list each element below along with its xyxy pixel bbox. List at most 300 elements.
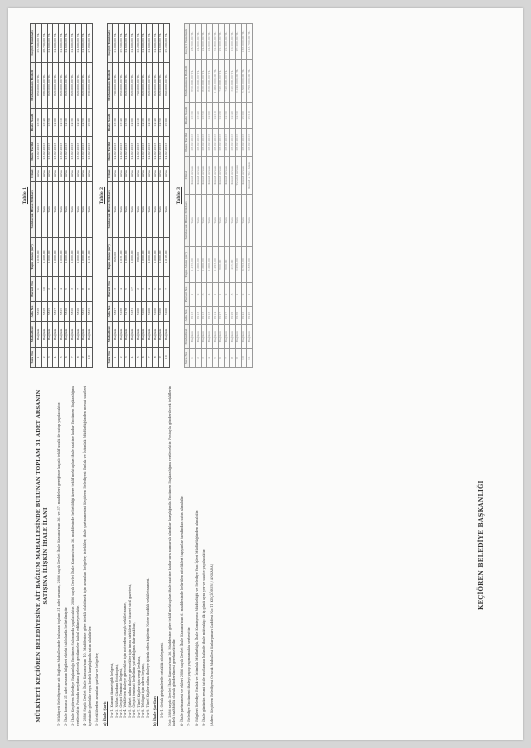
table-cell: 13:40 (119, 108, 125, 136)
table-cell: 24.600,00 TL (141, 24, 147, 63)
table-cell: 820.000,00 TL (81, 62, 87, 108)
table-cell: 5200 (141, 302, 147, 322)
table-cell: 7 (147, 347, 153, 367)
table-cell: 13:30 (36, 108, 42, 136)
table-cell: 820.000,00 TL (158, 62, 164, 108)
table-cell: 23.02.2023 (76, 136, 82, 166)
table-cell: Tam (119, 181, 125, 237)
table-cell: 6 (141, 347, 147, 367)
table-cell: 5200 (158, 302, 164, 322)
table-cell: 3 (113, 276, 119, 301)
table-cell: 165.000,00 TL (241, 24, 247, 60)
table-cell: 7 (76, 276, 82, 301)
table-cell: 3 (124, 347, 130, 367)
table-cell: 415,00 (230, 247, 236, 283)
table-cell: 5815 (47, 302, 53, 322)
table-cell: 28.02.2023 (201, 129, 207, 157)
table-cell: 850.000,00 TL (119, 62, 125, 108)
table-cell: Arsa (119, 166, 125, 181)
table-cell: 13:50 (47, 108, 53, 136)
table-cell: Tam (76, 181, 82, 237)
table-cell: Arsa (36, 166, 42, 181)
column-header: İhale Saati (30, 108, 36, 136)
table-cell: 24.600,00 TL (147, 24, 153, 63)
table-cell: 4.790.000,00 TL (247, 60, 253, 103)
table-cell: Arsa (53, 166, 59, 181)
table-cell: Arsa (124, 166, 130, 181)
column-header: Parsel No (30, 276, 36, 301)
table-cell: 1.000,00 (158, 238, 164, 277)
column-header: Geçici Teminatı (184, 24, 190, 60)
table-cell: Bağlum (130, 321, 136, 347)
section-a-list (110, 386, 150, 718)
paragraph-9: 9- İhale gününün resmi tatile rastlaması halinde ihale müteakip ilk iş günü aynı yer ve saatte yapılacaktır. (202, 548, 207, 726)
table-cell: 5815 (59, 302, 65, 322)
table-cell: 15:00 (164, 108, 170, 136)
table-cell: 2 (196, 283, 202, 307)
table-cell: 1.000,00 (81, 238, 87, 277)
table-cell: 3 (70, 276, 76, 301)
table-cell: Bağlum (235, 325, 241, 349)
table-cell: 1.000,00 (141, 238, 147, 277)
table-cell: 9 (158, 347, 164, 367)
table-cell: 17 (130, 276, 136, 301)
list-item: 5-b-1. Ortak girişimlerde ortaklık sözleşmesi. (160, 642, 165, 718)
table-cell: 820.000,00 TL (59, 62, 65, 108)
table-cell: 13:30 (190, 103, 196, 129)
table-cell: 820.000,00 TL (147, 62, 153, 108)
table-cell: 10.200,00 TL (230, 24, 236, 60)
table-cell: 5178 (124, 302, 130, 322)
table-cell: Tam (42, 181, 48, 237)
table-cell: 1.019,00 (164, 238, 170, 277)
table-cell: 23.02.2023 (36, 136, 42, 166)
address-line: (Adres: Keçiören Belediyesi Ovacık Mahallesi Kızlarpınarı Caddesi No:11 KEÇİÖREN / ANKARA) (209, 564, 214, 726)
table-cell: 24.600,00 TL (158, 24, 164, 63)
table-cell: 7 (70, 347, 76, 367)
table-cell: Tam (124, 181, 130, 237)
table-cell: 24.600,00 TL (153, 24, 159, 63)
list-item: 5-a-8. Tebligat için adres beyanı, (141, 663, 146, 718)
column-header: İhale Tarihi (107, 136, 113, 166)
table-cell: 2 (241, 283, 247, 307)
table-cell: 2 (196, 348, 202, 367)
table-cell: 1 (190, 348, 196, 367)
section-a-heading: a) İhale Şartı (102, 701, 107, 726)
table-cell: 24.600,00 TL (64, 24, 70, 63)
table-cell: 3.950,00 (235, 247, 241, 283)
table-cell: 740.000,00 TL (136, 62, 142, 108)
table-cell: 28.500,00 TL (190, 24, 196, 60)
table-row (164, 24, 170, 368)
column-header: Parsel No (184, 283, 190, 307)
table-cell: 5 (64, 276, 70, 301)
table-cell: 820.000,00 TL (196, 60, 202, 103)
table-cell: 5181 (130, 302, 136, 322)
table-cell: 14:10 (59, 108, 65, 136)
table-cell: Bağlum (158, 321, 164, 347)
table-cell: Konut Arsası (190, 156, 196, 194)
table-cell: 28.02.2023 (213, 129, 219, 157)
table-cell: 14:10 (136, 108, 142, 136)
table-cell: 1 (213, 283, 219, 307)
table-cell: Tam (218, 194, 224, 247)
table-cell: 820.000,00 TL (130, 62, 136, 108)
table-cell: 9 (81, 347, 87, 367)
table-caption: Tablo 1 (22, 186, 27, 205)
table-cell: 28.02.2023 (224, 129, 230, 157)
table-cell: 820.000,00 TL (76, 62, 82, 108)
notice-text-column (36, 386, 217, 726)
table-cell: Tam (53, 181, 59, 237)
table-cell: Konut Arsası (218, 156, 224, 194)
table-cell: 1.000,00 (130, 238, 136, 277)
table-cell: 820.000,00 TL (153, 62, 159, 108)
table-cell: Bağlum (87, 321, 93, 347)
table-cell: Arsa (158, 166, 164, 181)
table-cell: Konut + Tic. Alanı (247, 156, 253, 194)
table-cell: Bağlum (224, 325, 230, 349)
table-cell: 740.000,00 TL (218, 60, 224, 103)
table-cell: 1 (190, 283, 196, 307)
column-header: Ada No (30, 302, 36, 322)
table-cell: 1.000,00 (47, 238, 53, 277)
table-cell: 820.000,00 TL (201, 60, 207, 103)
table-cell: 13:30 (113, 108, 119, 136)
table-cell: 97.200,00 TL (235, 24, 241, 60)
table-cell: 5819 (36, 302, 42, 322)
table-cell: 28.02.2023 (247, 129, 253, 157)
table-cell: 15:10 (247, 103, 253, 129)
table-cell: 14:50 (81, 108, 87, 136)
table-cell: Tam (47, 181, 53, 237)
table-cell: Arsa (164, 166, 170, 181)
table-cell: Bağlum (153, 321, 159, 347)
table-cell: 23.02.2023 (42, 136, 48, 166)
column-header: İhale Tarihi (184, 129, 190, 157)
table-cell: 24.02.2023 (153, 136, 159, 166)
table-cell: 3 (47, 347, 53, 367)
table-cell: 900,00 (136, 238, 142, 277)
table-cell: 1 (113, 347, 119, 367)
table-cell: Bağlum (119, 321, 125, 347)
table-cell: 27.900,00 TL (87, 24, 93, 63)
table-cell: 9129 (230, 306, 236, 324)
table-cell: 24.02.2023 (141, 136, 147, 166)
table-cell: 24.600,00 TL (207, 24, 213, 60)
table-cell: 24.02.2023 (147, 136, 153, 166)
table-cell: 9142 (241, 306, 247, 324)
table-cell: 990.000,00 TL (42, 62, 48, 108)
table-cell: 5 (230, 283, 236, 307)
table-cell: 1.000,00 (70, 238, 76, 277)
table-cell: Tam (235, 194, 241, 247)
table-cell: 2 (119, 347, 125, 367)
table-cell: Bağlum (147, 321, 153, 347)
column-header: Satılacak Hisse Miktarı (184, 194, 190, 247)
table-cell: 24.600,00 TL (196, 24, 202, 60)
column-header: Tapu Alanı (m²) (30, 238, 36, 277)
table-cell: Arsa (81, 166, 87, 181)
table-cell: 15:00 (241, 103, 247, 129)
table-cell: 1.293,00 (213, 247, 219, 283)
property-table (184, 23, 253, 368)
table-cell: Bağlum (207, 325, 213, 349)
table-cell: 5816 (64, 302, 70, 322)
table-cell: 29.700,00 TL (42, 24, 48, 63)
table-cell: 820.000,00 TL (124, 62, 130, 108)
table-cell: 5200 (153, 302, 159, 322)
paragraph-8: 8- Bilgileri Belediye Emlak ve İstimlak Müdürlüğü, İhale Komisyonu Müdürlüğü ve Belediye Yazı İşleri Müdürlüğünden alınabilir. (194, 510, 199, 726)
table-cell: 11 (247, 348, 253, 367)
table-cell: 5817 (53, 302, 59, 322)
column-header: Mahallesi (30, 321, 36, 347)
table-cell: Tam (213, 194, 219, 247)
table-cell: 24.600,00 TL (53, 24, 59, 63)
column-header: Tapu Alanı (m²) (184, 247, 190, 283)
table-cell: 24.600,00 TL (70, 24, 76, 63)
table-cell: 14:20 (218, 103, 224, 129)
table-cell: 10 (42, 276, 48, 301)
table-cell: 21.000,00 TL (113, 24, 119, 63)
table-cell: 13:40 (42, 108, 48, 136)
table-cell: 1.000,00 (124, 238, 130, 277)
table-cell: Bağlum (47, 321, 53, 347)
column-header: Tapu Alanı (m²) (107, 238, 113, 277)
table-cell: 14:50 (158, 108, 164, 136)
column-header: Muhammen Bedeli (107, 62, 113, 108)
table-cell: 9113 (196, 306, 202, 324)
column-header: Sıra No (107, 347, 113, 367)
table-cell: 1 (235, 283, 241, 307)
table-cell: Bağlum (164, 321, 170, 347)
table-cell: 3 (53, 276, 59, 301)
column-header: Ada No (184, 306, 190, 324)
signature-block: KEÇİÖREN BELEDİYE BAŞKANLIĞI (478, 480, 485, 610)
table-cell: 950.000,00 TL (190, 60, 196, 103)
table-cell: 28.02.2023 (218, 129, 224, 157)
table-cell: 14:00 (207, 103, 213, 129)
table-cell: 1.000,00 (153, 238, 159, 277)
table-cell: 14:20 (64, 108, 70, 136)
table-cell: 820.000,00 TL (70, 62, 76, 108)
list-item: 5-a-1. Kanuni ikametgâh belgesi, (110, 662, 115, 718)
table-cell: Tam (81, 181, 87, 237)
table-cell: Bağlum (136, 321, 142, 347)
table-cell: 24.600,00 TL (201, 24, 207, 60)
table-cell: Tam (64, 181, 70, 237)
table-cell: Konut Arsası (224, 156, 230, 194)
table-cell: 820.000,00 TL (53, 62, 59, 108)
table-cell: 23.02.2023 (70, 136, 76, 166)
table-cell: 6 (218, 348, 224, 367)
table-cell: Bağlum (70, 321, 76, 347)
paragraph-7: 7- Belediye Encümeni ihaleyi yapıp yapmamakta serbesttir. (187, 626, 192, 726)
table-cell: 24.02.2023 (124, 136, 130, 166)
column-header: Satılacak Hisse Miktarı (107, 181, 113, 237)
table-cell: 6 (158, 276, 164, 301)
column-header: Cinsi (107, 166, 113, 181)
table-cell: 14:00 (53, 108, 59, 136)
table-cell: 24.02.2023 (158, 136, 164, 166)
table-cell: 9145 (247, 306, 253, 324)
table-cell: 1.000,00 (201, 247, 207, 283)
table-cell: 5200 (164, 302, 170, 322)
table-cell: 1 (36, 347, 42, 367)
table-cell: 28.02.2023 (230, 129, 236, 157)
column-header: Geçici Teminatı (30, 24, 36, 63)
table-cell: Bağlum (124, 321, 130, 347)
table-cell: Bağlum (113, 321, 119, 347)
table-cell: 5816 (70, 302, 76, 322)
table-cell: Arsa (59, 166, 65, 181)
column-header: Geçici Teminatı (107, 24, 113, 63)
table-cell: 930.000,00 TL (87, 62, 93, 108)
paragraph-4: 4- 2886 Sayılı Devlet İhale Kanunu'nun 10. Maddesine göre istekli olabilmek için aranılan belgeler; istekliler, ihale şartnamesini Keçiören Belediyesi Emlak ve İstimlak Müdürlüğünden mesai saatleri içerisinde görebilir veya bedeli karşılığında satın alabilirler. (83, 386, 92, 726)
table-cell: 5 (153, 276, 159, 301)
table-cell: Tam (224, 194, 230, 247)
section-b-heading: b) İhale Şartları (153, 696, 157, 726)
table-cell: 23.02.2023 (47, 136, 53, 166)
table-cell: 3 (141, 276, 147, 301)
table-cell: Bağlum (218, 325, 224, 349)
table-cell: Tam (158, 181, 164, 237)
table-cell: Bağlum (64, 321, 70, 347)
table-cell: 5816 (76, 302, 82, 322)
table-cell: 6.703,00 (241, 247, 247, 283)
table-cell: 5200 (147, 302, 153, 322)
table-cell: 28.02.2023 (235, 129, 241, 157)
list-item: 5-a-9. Tüzel Kişiler adına ihaleye iştirak eden kişilerin Noter tasdikli vekâletnamesi. (145, 577, 150, 718)
column-header: Cinsi (30, 166, 36, 181)
column-header: Parsel No (107, 276, 113, 301)
table-cell: 8 (76, 347, 82, 367)
table-cell: 14:10 (213, 103, 219, 129)
table-cell: 23.02.2023 (53, 136, 59, 166)
table-caption: Tablo 2 (99, 186, 105, 205)
paragraph-5: 5- İsteklilerden aranılan şartlar ve belgeler; (95, 652, 100, 726)
table-cell: Arsa (47, 166, 53, 181)
table-cell: 14:40 (153, 108, 159, 136)
table-cell: 700.000,00 TL (113, 62, 119, 108)
table-cell: 31.800,00 TL (213, 24, 219, 60)
table-cell: Bağlum (230, 325, 236, 349)
table-cell: Tam (241, 194, 247, 247)
table-cell: Tam (230, 194, 236, 247)
table-cell: Tam (36, 181, 42, 237)
table-cell: 6 (64, 347, 70, 367)
table-cell: 820.000,00 TL (141, 62, 147, 108)
table-cell: 10 (241, 348, 247, 367)
table-cell: Bağlum (59, 321, 65, 347)
table-cell: Arsa (87, 166, 93, 181)
table-cell: 3 (201, 348, 207, 367)
table-cell: 3.240.000,00 TL (235, 60, 241, 103)
table-cell: 3 (201, 283, 207, 307)
column-header: Mahallesi (107, 321, 113, 347)
table-cell: 24.02.2023 (164, 136, 170, 166)
table-cell: 2 (136, 276, 142, 301)
property-table (30, 23, 93, 368)
table-cell: 23.02.2023 (81, 136, 87, 166)
table-cell: 23.02.2023 (64, 136, 70, 166)
table-cell: 820.000,00 TL (47, 62, 53, 108)
table-cell: 14:50 (235, 103, 241, 129)
table-cell: 820.000,00 TL (207, 60, 213, 103)
table-cell: Bağlum (213, 325, 219, 349)
table-cell: 1 (218, 283, 224, 307)
table-cell: 1.000,00 (76, 238, 82, 277)
table-cell: 22.200,00 TL (218, 24, 224, 60)
table-cell: 9139 (235, 306, 241, 324)
table-cell: Tam (59, 181, 65, 237)
table-cell: Bağlum (42, 321, 48, 347)
table-cell: 5 (213, 348, 219, 367)
table-cell: Arsa (130, 166, 136, 181)
table-cell: 1.000,00 (196, 247, 202, 283)
table-cell: 25.200,00 TL (164, 24, 170, 63)
table-cell: 5200 (136, 302, 142, 322)
list-item: 5-a-2. Nüfus Cüzdanı fotokopisi, (114, 664, 119, 718)
table-cell: Arsa (147, 166, 153, 181)
table-cell: 9114 (213, 306, 219, 324)
list-item: 5-a-6. Geçici teminat bedelinin yatırıldığına dair makbuz, (132, 622, 137, 718)
table-cell: Tam (164, 181, 170, 237)
table-cell: 1 (247, 283, 253, 307)
table-cell: 24.600,00 TL (130, 24, 136, 63)
table-cell: Tam (130, 181, 136, 237)
table-cell: Tam (113, 181, 119, 237)
table-cell: Bağlum (190, 325, 196, 349)
table-cell: 1 (36, 276, 42, 301)
table-cell: Bağlum (247, 325, 253, 349)
table-cell: Arsa (141, 166, 147, 181)
table-cell: 23.02.2023 (87, 136, 93, 166)
paragraph-3: 3- İhale Keçiören Belediye Başkanlığı Encümen Salonunda yapılacaktır. 2886 sayılı Devlet İhale Kanunu'nun 36. maddesinde belirtildiği üzere teklif mektupları ihale saatine kadar Encümen Başkanlığına verilecektir. Postada meydana gelecek gecikmeler kabul edilmeyecektir. (71, 386, 80, 726)
property-table (107, 23, 170, 368)
note-paragraph: Not: 2886 sayılı Devlet İhale Kanunu'nun 36. Maddesine göre teklif mektupları ihale saatine kadar sıra numaralı alındılar karşılığında Encümen Başkanlığına verilecektir. Postayla gönderilecek tekliflerin iadeli taahhütlü olarak gönderilmesi gerekmektedir. (167, 386, 177, 726)
table-cell: 24.600,00 TL (47, 24, 53, 63)
table-cell: Bağlum (36, 321, 42, 347)
table-cell: 5 (124, 276, 130, 301)
tables-column (22, 23, 259, 368)
table-cell: 820.000,00 TL (64, 62, 70, 108)
table-cell: 8 (230, 348, 236, 367)
table-cell: 340.000,00 TL (230, 60, 236, 103)
table-cell: Arsa (64, 166, 70, 181)
column-header: Sıra No (184, 348, 190, 367)
table-cell: 9113 (207, 306, 213, 324)
section-b-list (160, 386, 164, 718)
rotated-notice (8, 8, 523, 740)
table-cell: 14:30 (70, 108, 76, 136)
table-cell: Tam (207, 194, 213, 247)
table-cell: Arsa (70, 166, 76, 181)
table-cell: 4 (147, 276, 153, 301)
table-row (247, 24, 253, 368)
table-cell: 740.000,00 TL (224, 60, 230, 103)
table-cell: 13:50 (201, 103, 207, 129)
table-cell: Konut Arsası (241, 156, 247, 194)
table-cell: 7 (224, 348, 230, 367)
column-header: İhale Saati (107, 108, 113, 136)
table-cell: 14:40 (230, 103, 236, 129)
list-item: 5-a-7. Tüzel Kişiler için vergi levhası, (136, 656, 141, 718)
table-cell: 850.000,00 TL (36, 62, 42, 108)
table-cell: 24.02.2023 (113, 136, 119, 166)
table-cell: 1.060.000,00 TL (213, 60, 219, 103)
table-cell: 14:00 (130, 108, 136, 136)
